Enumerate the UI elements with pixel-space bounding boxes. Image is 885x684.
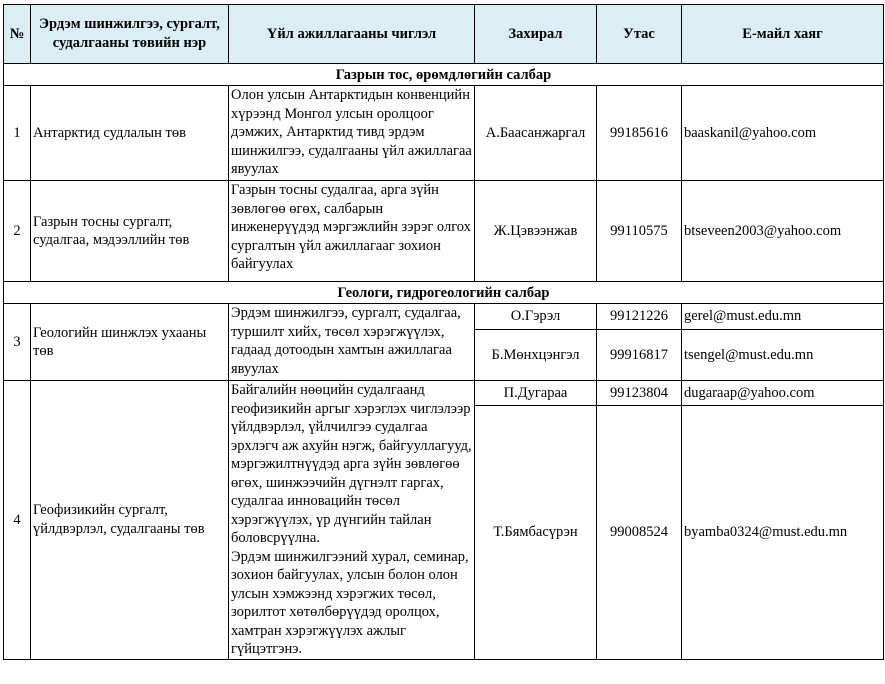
- header-director: Захирал: [475, 5, 597, 64]
- phone-number: 99123804: [597, 381, 682, 406]
- phone-number: 99008524: [597, 406, 682, 660]
- header-center-name: Эрдэм шинжилгээ, сургалт, судалгааны төвийн нэр: [31, 5, 229, 64]
- table-row: [4, 304, 884, 330]
- phone-number: 99185616: [597, 86, 682, 181]
- section-title: Газрын тос, өрөмдлөгийн салбар: [4, 64, 884, 86]
- header-activity: Үйл ажиллагааны чиглэл: [229, 5, 475, 64]
- header-email: Е-майл хаяг: [682, 5, 884, 64]
- activity-paragraph: Байгалийн нөөцийн судалгаанд геофизикийн аргыг хэрэглэх чиглэлээр үйлдвэрлэл, үйлчилгээ судалгаа эрхлэгч аж ахуйн нэгж, байгууллагууд, мэргэжилтнүүдэд арга зүйн зөвлөгөө өгөх, шинжээчийн дүгнэлт гаргах, судалгаа инновацийн төсөл хэрэгжүүлэх, үр дүнгийн тайлан боловсрүүлна.: [231, 382, 472, 546]
- activity-description: [229, 381, 475, 660]
- director-name: О.Гэрэл: [475, 304, 597, 330]
- center-name: Геофизикийн сургалт, үйлдвэрлэл, судалгааны төв: [31, 381, 229, 660]
- activity-description: Эрдэм шинжилгээ, сургалт, судалгаа, туршилт хийх, төсөл хэрэгжүүлэх, гадаад дотоодын хамтын ажиллагаа явуулах: [229, 304, 475, 381]
- phone-number: 99110575: [597, 181, 682, 282]
- email-address[interactable]: btseveen2003@yahoo.com: [682, 181, 884, 282]
- director-name: Ж.Цэвээнжав: [475, 181, 597, 282]
- email-address[interactable]: byamba0324@must.edu.mn: [682, 406, 884, 660]
- header-phone: Утас: [597, 5, 682, 64]
- email-address[interactable]: tsengel@must.edu.mn: [682, 330, 884, 381]
- director-name: Т.Бямбасүрэн: [475, 406, 597, 660]
- section-row: [4, 64, 884, 86]
- section-row: [4, 282, 884, 304]
- center-name: Геологийн шинжлэх ухааны төв: [31, 304, 229, 381]
- activity-description: Олон улсын Антарктидын конвенцийн хүрээнд Монгол улсын оролцоог дэмжих, Антарктид тивд эрдэм шинжилгээ, судалгааны үйл ажиллагаа явуулах: [229, 86, 475, 181]
- email-address[interactable]: gerel@must.edu.mn: [682, 304, 884, 330]
- row-number: 4: [4, 381, 31, 660]
- table-row: [4, 381, 884, 406]
- director-name: П.Дугараа: [475, 381, 597, 406]
- center-name: Газрын тосны сургалт, судалгаа, мэдээллийн төв: [31, 181, 229, 282]
- phone-number: 99916817: [597, 330, 682, 381]
- phone-number: 99121226: [597, 304, 682, 330]
- research-centers-table: [3, 4, 884, 660]
- director-name: А.Баасанжаргал: [475, 86, 597, 181]
- row-number: 2: [4, 181, 31, 282]
- header-row: [4, 5, 884, 64]
- section-title: Геологи, гидрогеологийн салбар: [4, 282, 884, 304]
- email-address[interactable]: baaskanil@yahoo.com: [682, 86, 884, 181]
- row-number: 1: [4, 86, 31, 181]
- activity-paragraph: Эрдэм шинжилгээний хурал, семинар, зохион байгуулах, улсын болон олон улсын хэмжээнд хэрэгжих төсөл, зорилтот хөтөлбөрүүдэд оролцох, хамтран хэрэгжүүлэх ажлыг гүйцэтгэнэ.: [231, 548, 469, 657]
- director-name: Б.Мөнхцэнгэл: [475, 330, 597, 381]
- activity-description: Газрын тосны судалгаа, арга зүйн зөвлөгөө өгөх, салбарын инженерүүдэд мэргэжлийн зэрэг олгох сургалтын үйл ажиллагааг зохион байгуулах: [229, 181, 475, 282]
- table-row: [4, 86, 884, 181]
- header-number: №: [4, 5, 31, 64]
- table-row: [4, 181, 884, 282]
- email-address[interactable]: dugaraap@yahoo.com: [682, 381, 884, 406]
- row-number: 3: [4, 304, 31, 381]
- center-name: Антарктид судлалын төв: [31, 86, 229, 181]
